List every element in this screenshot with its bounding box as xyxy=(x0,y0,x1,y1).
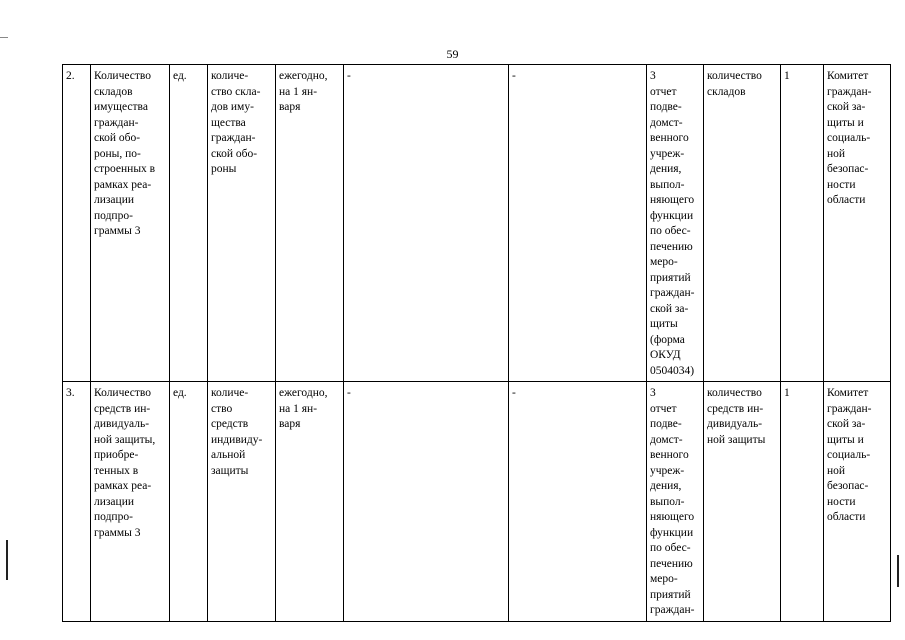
row-number: 2. xyxy=(63,65,91,382)
table-row xyxy=(63,65,891,382)
row-number: 3. xyxy=(63,382,91,622)
observation-object: количество средств ин- дивидуаль- ной защиты xyxy=(704,382,781,622)
indicator-frequency: ежегодно, на 1 ян- варя xyxy=(276,382,344,622)
indicator-name: Количество средств ин- дивидуаль- ной защиты, приобре- тенных в рамках реа- лизации подпро- граммы 3 xyxy=(91,382,170,622)
scan-edge-mark-left xyxy=(6,540,8,580)
scan-edge-tick-left xyxy=(0,37,8,38)
basic-indicators: - xyxy=(509,382,647,622)
indicators-table xyxy=(62,64,891,622)
observation-object: количество складов xyxy=(704,65,781,382)
indicator-frequency: ежегодно, на 1 ян- варя xyxy=(276,65,344,382)
coverage-code: 1 xyxy=(781,65,824,382)
indicator-definition: количе- ство средств индивиду- альной защиты xyxy=(208,382,276,622)
calculation-formula: - xyxy=(344,382,509,622)
responsible-body: Комитет граждан- ской за- щиты и социаль- ной безопас- ности области xyxy=(824,65,891,382)
data-source: 3 отчет подве- домст- венного учреж- дения, выпол- няющего функции по обес- печению меро- приятий граждан- xyxy=(647,382,704,622)
unit-of-measure: ед. xyxy=(170,65,208,382)
indicator-name: Количество складов имущества граждан- ской обо- роны, по- строенных в рамках реа- лизации подпро- граммы 3 xyxy=(91,65,170,382)
scan-edge-mark-right xyxy=(897,555,899,587)
indicator-definition: количе- ство скла- дов иму- щества граждан- ской обо- роны xyxy=(208,65,276,382)
calculation-formula: - xyxy=(344,65,509,382)
responsible-body: Комитет граждан- ской за- щиты и социаль- ной безопас- ности области xyxy=(824,382,891,622)
basic-indicators: - xyxy=(509,65,647,382)
coverage-code: 1 xyxy=(781,382,824,622)
unit-of-measure: ед. xyxy=(170,382,208,622)
table-row xyxy=(63,382,891,622)
page-number: 59 xyxy=(446,47,459,61)
data-source: 3 отчет подве- домст- венного учреж- дения, выпол- няющего функции по обес- печению меро- приятий граждан- ской за- щиты (форма ОКУД 0504034) xyxy=(647,65,704,382)
